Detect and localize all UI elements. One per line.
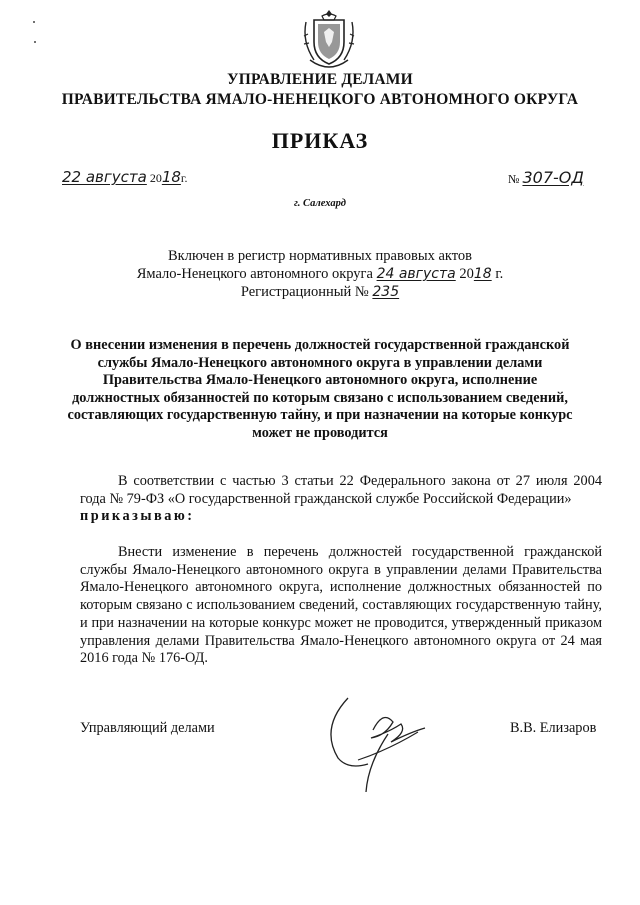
document-title: ПРИКАЗ (271, 128, 369, 153)
handwritten-signature-icon (318, 690, 448, 800)
registry-number-handwritten: 235 (372, 284, 400, 300)
preamble-paragraph: В соответствии с частью 3 статьи 22 Федерального закона от 27 июля 2004 года № 79-ФЗ «О государственной гражданской службе Российской Федерации» (80, 473, 602, 507)
city: г. Салехард (294, 198, 346, 209)
scan-speck (34, 41, 36, 43)
order-word: приказываю: (80, 508, 195, 524)
signer-name: В.В. Елизаров (510, 720, 597, 736)
registry-year-handwritten: 18 (473, 266, 492, 282)
registry-line2 (0, 266, 640, 283)
document-date (62, 168, 188, 186)
registry-number-label: Регистрационный № (240, 284, 369, 300)
number-label: № (508, 172, 520, 186)
order-paragraph: Внести изменение в перечень должностей государственной гражданской службы Ямало-Ненецкого автономного округа в управлении делами Правительства Ямало-Ненецкого автономного округа, исполнение должностных обязанностей по которым связано с использованием сведений, составляющих государственную тайну, и при назначении на которые конкурс может не проводится, утвержденный приказом управления делами Правительства Ямало-Ненецкого автономного округа от 24 мая 2016 года № 176-ОД. (80, 544, 602, 667)
date-handwritten: 22 августа (62, 168, 147, 186)
document-subject: О внесении изменения в перечень должностей государственной гражданской службы Ямало-Ненецкого автономного округа в управлении делами Правительства Ямало-Ненецкого автономного округа, исполнение должностных обязанностей по которым связано с использованием сведений, составляющих государственную тайну, и при назначении на которые конкурс может не проводится (67, 337, 573, 441)
number-handwritten: 307-ОД (522, 168, 584, 187)
year-prefix: 20 (149, 171, 162, 185)
registry-year-suffix: г. (495, 266, 504, 282)
org-name-line2: ПРАВИТЕЛЬСТВА ЯМАЛО-НЕНЕЦКОГО АВТОНОМНОГО ОКРУГА (61, 91, 579, 108)
document-number (508, 168, 584, 187)
registry-year-prefix: 20 (459, 266, 474, 282)
year-suffix: г. (180, 171, 188, 185)
scan-speck (33, 21, 35, 23)
coat-of-arms-icon (300, 8, 358, 74)
registry-line3 (0, 284, 640, 301)
signer-position: Управляющий делами (80, 720, 215, 736)
registry-region: Ямало-Ненецкого автономного округа (136, 266, 373, 282)
year-handwritten: 18 (161, 168, 181, 186)
registry-date-handwritten: 24 августа (376, 266, 456, 282)
registry-line1: Включен в регистр нормативных правовых актов (168, 248, 472, 264)
org-name-line1: УПРАВЛЕНИЕ ДЕЛАМИ (227, 71, 413, 88)
